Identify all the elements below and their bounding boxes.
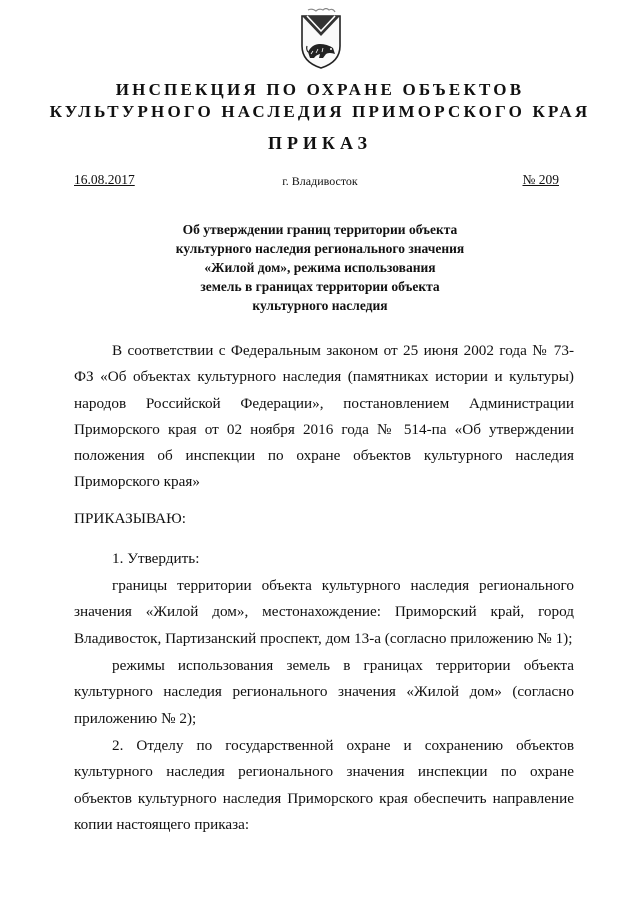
order-item-1-land-use-regimes: режимы использования земель в границах территории объекта культурного наследия регионального значения «Жилой дом» (согласно приложению № 2); bbox=[74, 657, 574, 727]
document-city: г. Владивосток bbox=[282, 174, 358, 188]
document-date-text: 16.08.2017 bbox=[74, 172, 135, 187]
subject-line: культурного наследия bbox=[252, 298, 388, 313]
order-item-1-boundaries: границы территории объекта культурного наследия регионального значения «Жилой дом», местонахождение: Приморский край, город Владивосток, Партизанский проспект, дом 13-а (согласно приложению № 1); bbox=[74, 577, 574, 647]
document-number: № 209 bbox=[522, 172, 559, 187]
document-type-title: ПРИКАЗ bbox=[267, 133, 373, 153]
subject-line: Об утверждении границ территории объекта bbox=[182, 222, 458, 237]
order-item-2: 2. Отделу по государственной охране и сохранению объектов культурного наследия регионального значения инспекции по охране объектов культурного наследия Приморского края обеспечить направление копии настоящего приказа: bbox=[74, 737, 574, 833]
order-item-1: 1. Утвердить: bbox=[112, 550, 200, 567]
subject-line: культурного наследия регионального значения bbox=[175, 241, 465, 256]
subject-line: земель в границах территории объекта bbox=[200, 279, 440, 294]
order-directive-word: ПРИКАЗЫВАЮ: bbox=[74, 510, 186, 527]
document-subject bbox=[0, 220, 640, 315]
organization-name-line-2: КУЛЬТУРНОГО НАСЛЕДИЯ ПРИМОРСКОГО КРАЯ bbox=[49, 102, 591, 121]
legal-basis-paragraph: В соответствии с Федеральным законом от 25 июня 2002 года № 73-ФЗ «Об объектах культурного наследия (памятниках истории и культуры) народов Российской Федерации», постановлением Администрации Приморского края от 02 ноября 2016 года № 514-па «Об утверждении положения об инспекции по охране объектов культурного наследия Приморского края» bbox=[74, 342, 574, 491]
organization-name-line-1: ИНСПЕКЦИЯ ПО ОХРАНЕ ОБЪЕКТОВ bbox=[115, 80, 525, 99]
subject-line: «Жилой дом», режима использования bbox=[204, 260, 436, 275]
coat-of-arms-emblem bbox=[296, 8, 346, 72]
